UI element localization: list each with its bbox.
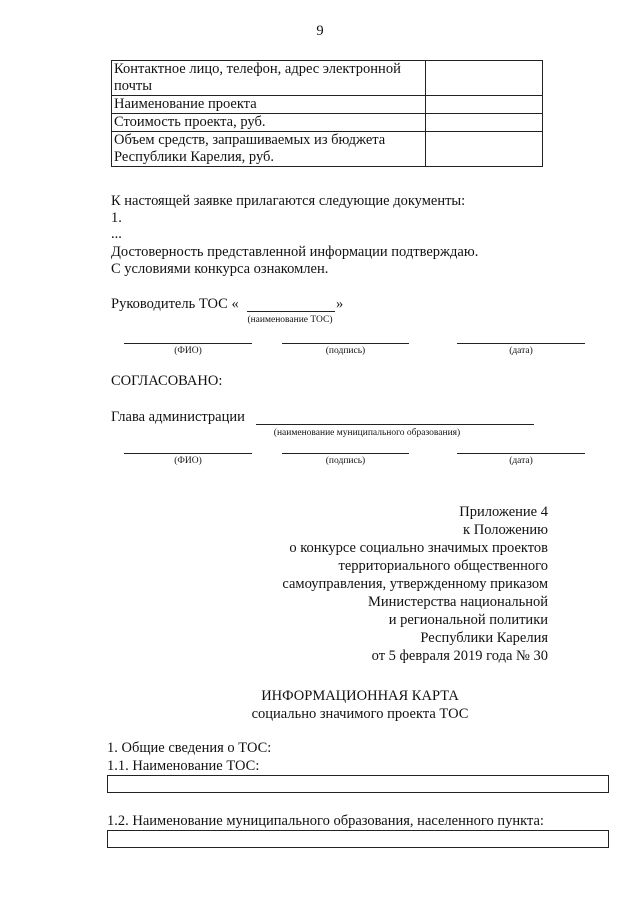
table-row — [112, 114, 543, 132]
table-cell-value[interactable] — [425, 96, 542, 114]
head-tos-label: Руководитель ТОС « — [111, 296, 239, 312]
section1-item-1-2: 1.2. Наименование муниципального образования, населенного пункта: — [107, 813, 544, 829]
signature-line[interactable] — [282, 453, 409, 454]
tos-name-line[interactable] — [247, 311, 335, 312]
documents-intro: К настоящей заявке прилагаются следующие документы: — [111, 193, 466, 209]
documents-item-1: 1. — [111, 210, 122, 226]
application-table — [111, 60, 543, 167]
municipality-line[interactable] — [256, 424, 534, 425]
appendix-line: и региональной политики — [388, 612, 548, 628]
table-cell-label: Контактное лицо, телефон, адрес электронной почты — [112, 61, 426, 96]
section1-heading: 1. Общие сведения о ТОС: — [107, 740, 272, 756]
date-line[interactable] — [457, 453, 585, 454]
date-line[interactable] — [457, 343, 585, 344]
table-cell-value[interactable] — [425, 61, 542, 96]
table-row — [112, 96, 543, 114]
table-cell-label: Стоимость проекта, руб. — [112, 114, 426, 132]
appendix-line: Республики Карелия — [420, 630, 548, 646]
municipality-caption: (наименование муниципального образования) — [273, 428, 461, 438]
confirm-line-1: Достоверность представленной информации подтверждаю. — [111, 244, 479, 260]
table-cell-value[interactable] — [425, 132, 542, 167]
documents-ellipsis: ... — [111, 226, 122, 242]
agreed-heading: СОГЛАСОВАНО: — [111, 373, 223, 389]
signature-caption: (подпись) — [325, 346, 366, 356]
admin-label: Глава администрации — [111, 409, 245, 425]
fio-line[interactable] — [124, 453, 252, 454]
fio-caption: (ФИО) — [174, 456, 202, 466]
card-title: ИНФОРМАЦИОННАЯ КАРТА — [261, 688, 459, 704]
appendix-line: от 5 февраля 2019 года № 30 — [371, 648, 548, 664]
table-row — [112, 61, 543, 96]
table-row — [112, 132, 543, 167]
appendix-line: Министерства национальной — [367, 594, 548, 610]
table-cell-label: Объем средств, запрашиваемых из бюджета Республики Карелия, руб. — [112, 132, 426, 167]
table-cell-label: Наименование проекта — [112, 96, 426, 114]
tos-name-field[interactable] — [107, 775, 609, 793]
section1-item-1-1: 1.1. Наименование ТОС: — [107, 758, 260, 774]
tos-name-caption: (наименование ТОС) — [247, 315, 333, 325]
confirm-line-2: С условиями конкурса ознакомлен. — [111, 261, 329, 277]
appendix-line: территориального общественного — [338, 558, 548, 574]
date-caption: (дата) — [509, 346, 533, 356]
card-subtitle: социально значимого проекта ТОС — [251, 706, 469, 722]
table-cell-value[interactable] — [425, 114, 542, 132]
appendix-line: самоуправления, утвержденному приказом — [282, 576, 548, 592]
head-tos-close-quote: » — [336, 296, 344, 312]
fio-caption: (ФИО) — [174, 346, 202, 356]
date-caption: (дата) — [509, 456, 533, 466]
fio-line[interactable] — [124, 343, 252, 344]
appendix-line: Приложение 4 — [459, 504, 548, 520]
signature-line[interactable] — [282, 343, 409, 344]
signature-caption: (подпись) — [325, 456, 366, 466]
appendix-line: о конкурсе социально значимых проектов — [289, 540, 548, 556]
municipality-field[interactable] — [107, 830, 609, 848]
appendix-line: к Положению — [463, 522, 548, 538]
page-number: 9 — [316, 23, 324, 39]
